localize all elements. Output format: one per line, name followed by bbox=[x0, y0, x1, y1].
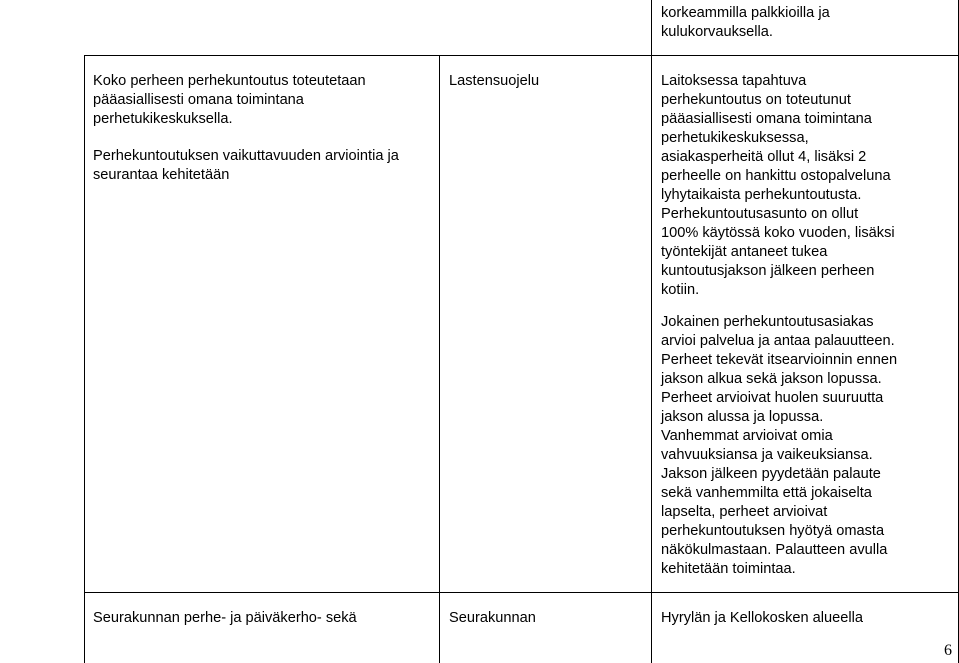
main-row-col3-text-2: Jokainen perhekuntoutusasiakas arvioi palvelua ja antaa palauutteen. Perheet tekevät itsearvioinnin ennen jakson alkua sekä jakson lopussa. Perheet arvioivat huolen suuruutta jakson alussa ja lopussa. Vanhemmat arvioivat omia vahvuuksiansa ja vaikeuksiansa. Jakson jälkeen pyydetään palaute sekä vanhemmilta että jokaiselta lapselta, perheet arvioivat perhekuntoutuksen hyötyä omasta näkökulmastaan. Palautteen avulla kehitetään toimintaa. bbox=[661, 314, 898, 577]
table-divider-col1 bbox=[439, 55, 440, 663]
main-row-col1-text-1: Koko perheen perhekuntoutus toteutetaan pääasiallisesti omana toimintana perhetukikeskuksella. bbox=[93, 73, 366, 127]
table-border-left bbox=[84, 55, 85, 663]
bottom-row-col2-text: Seurakunnan bbox=[449, 610, 536, 626]
table-divider-col2 bbox=[651, 0, 652, 663]
main-row-col2-text: Lastensuojelu bbox=[449, 73, 540, 89]
bottom-row-col3-text: Hyrylän ja Kellokosken alueella bbox=[661, 610, 863, 626]
row-divider-top bbox=[84, 55, 959, 56]
top-row-col3-text: korkeammilla palkkioilla ja kulukorvauksella. bbox=[661, 5, 830, 40]
page-number: 6 bbox=[944, 642, 952, 659]
row-divider-bottom bbox=[84, 592, 959, 593]
main-row-col1-text-2: Perhekuntoutuksen vaikuttavuuden arviointia ja seurantaa kehitetään bbox=[93, 148, 399, 183]
main-row-col3-text-1: Laitoksessa tapahtuva perhekuntoutus on toteutunut pääasiallisesti omana toimintana perhetukikeskuksessa, asiakasperheitä ollut 4, lisäksi 2 perheelle on hankittu ostopalveluna lyhytaikaista perhekuntoutusta. Perhekuntoutusasunto on ollut 100% käytössä koko vuoden, lisäksi työntekijät antaneet tukea kuntoutusjakson jälkeen perheen kotiin. bbox=[661, 73, 895, 298]
bottom-row-col1-text: Seurakunnan perhe- ja päiväkerho- sekä bbox=[93, 610, 357, 626]
